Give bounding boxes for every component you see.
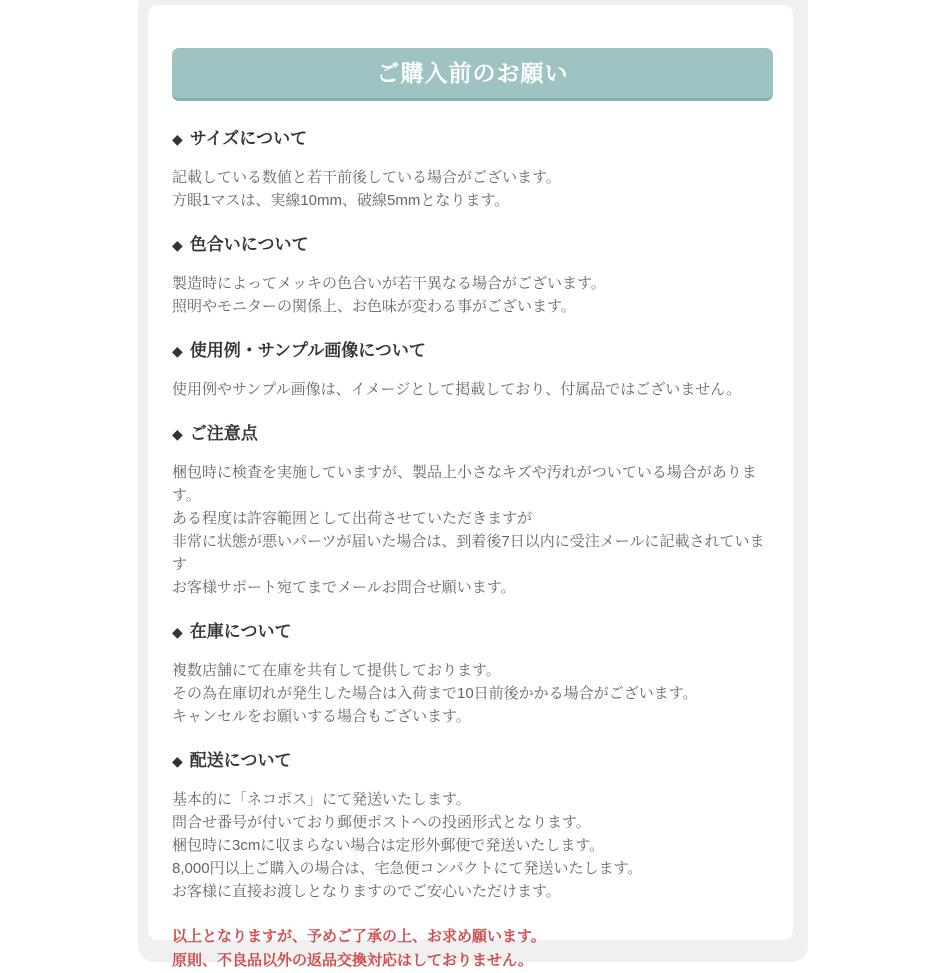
body-line: 問合せ番号が付いており郵便ポストへの投函形式となります。 xyxy=(172,814,591,831)
section-heading xyxy=(172,621,773,643)
body-line: 梱包時に3cmに収まらない場合は定形外郵便で発送いたします。 xyxy=(172,837,605,854)
body-line: お客様に直接お渡しとなりますのでご安心いただけます。 xyxy=(172,883,561,900)
warning-line: 以上となりますが、予めご了承の上、お求め願います。 xyxy=(172,928,546,945)
body-line: 照明やモニターの関係上、お色味が変わる事がございます。 xyxy=(172,298,576,315)
section-body xyxy=(172,659,773,728)
notice-title-bar xyxy=(172,48,773,101)
diamond-bullet-icon: ◆ xyxy=(172,131,183,147)
section-sample-images xyxy=(172,340,773,401)
section-body xyxy=(172,378,773,401)
section-body xyxy=(172,166,773,212)
body-line: 方眼1マスは、実線10mm、破線5mmとなります。 xyxy=(172,192,510,209)
body-line: 非常に状態が悪いパーツが届いた場合は、到着後7日以内に受注メールに記載されています xyxy=(172,533,765,573)
section-body xyxy=(172,461,773,599)
purchase-notice-card xyxy=(148,5,793,969)
body-line: 使用例やサンプル画像は、イメージとして掲載しており、付属品ではございません。 xyxy=(172,381,742,398)
body-line: キャンセルをお願いする場合もございます。 xyxy=(172,708,471,725)
section-body xyxy=(172,272,773,318)
section-color xyxy=(172,234,773,318)
body-line: 梱包時に検査を実施していますが、製品上小さなキズや汚れがついている場合があります。 xyxy=(172,464,757,504)
warning-notice xyxy=(172,925,773,973)
section-heading xyxy=(172,234,773,256)
section-heading-label: 在庫について xyxy=(189,622,292,641)
diamond-bullet-icon: ◆ xyxy=(172,343,183,359)
section-body xyxy=(172,788,773,903)
section-heading xyxy=(172,340,773,362)
section-heading-label: サイズについて xyxy=(189,129,308,148)
diamond-bullet-icon: ◆ xyxy=(172,753,183,769)
body-line: その為在庫切れが発生した場合は入荷まで10日前後かかる場合がございます。 xyxy=(172,685,698,702)
body-line: お客様サポート宛てまでメールお問合せ願います。 xyxy=(172,579,516,596)
diamond-bullet-icon: ◆ xyxy=(172,237,183,253)
body-line: 基本的に「ネコポス」にて発送いたします。 xyxy=(172,791,471,808)
body-line: 複数店舗にて在庫を共有して提供しております。 xyxy=(172,662,501,679)
notice-title: ご購入前のお願い xyxy=(376,60,569,86)
body-line: 製造時によってメッキの色合いが若干異なる場合がございます。 xyxy=(172,275,606,292)
section-heading-label: 使用例・サンプル画像について xyxy=(189,341,426,360)
section-stock xyxy=(172,621,773,728)
section-shipping xyxy=(172,750,773,903)
section-heading-label: 色合いについて xyxy=(189,235,309,254)
diamond-bullet-icon: ◆ xyxy=(172,624,183,640)
diamond-bullet-icon: ◆ xyxy=(172,426,183,442)
warning-line: 原則、不良品以外の返品交換対応はしておりません。 xyxy=(172,952,533,969)
body-line: 8,000円以上ご購入の場合は、宅急便コンパクトにて発送いたします。 xyxy=(172,860,643,877)
section-cautions xyxy=(172,423,773,599)
section-heading xyxy=(172,750,773,772)
section-heading-label: 配送について xyxy=(189,751,292,770)
body-line: ある程度は許容範囲として出荷させていただきますが xyxy=(172,510,533,527)
body-line: 記載している数値と若干前後している場合がございます。 xyxy=(172,169,561,186)
section-heading xyxy=(172,423,773,445)
section-heading xyxy=(172,128,773,150)
section-size xyxy=(172,128,773,212)
section-heading-label: ご注意点 xyxy=(189,424,258,443)
